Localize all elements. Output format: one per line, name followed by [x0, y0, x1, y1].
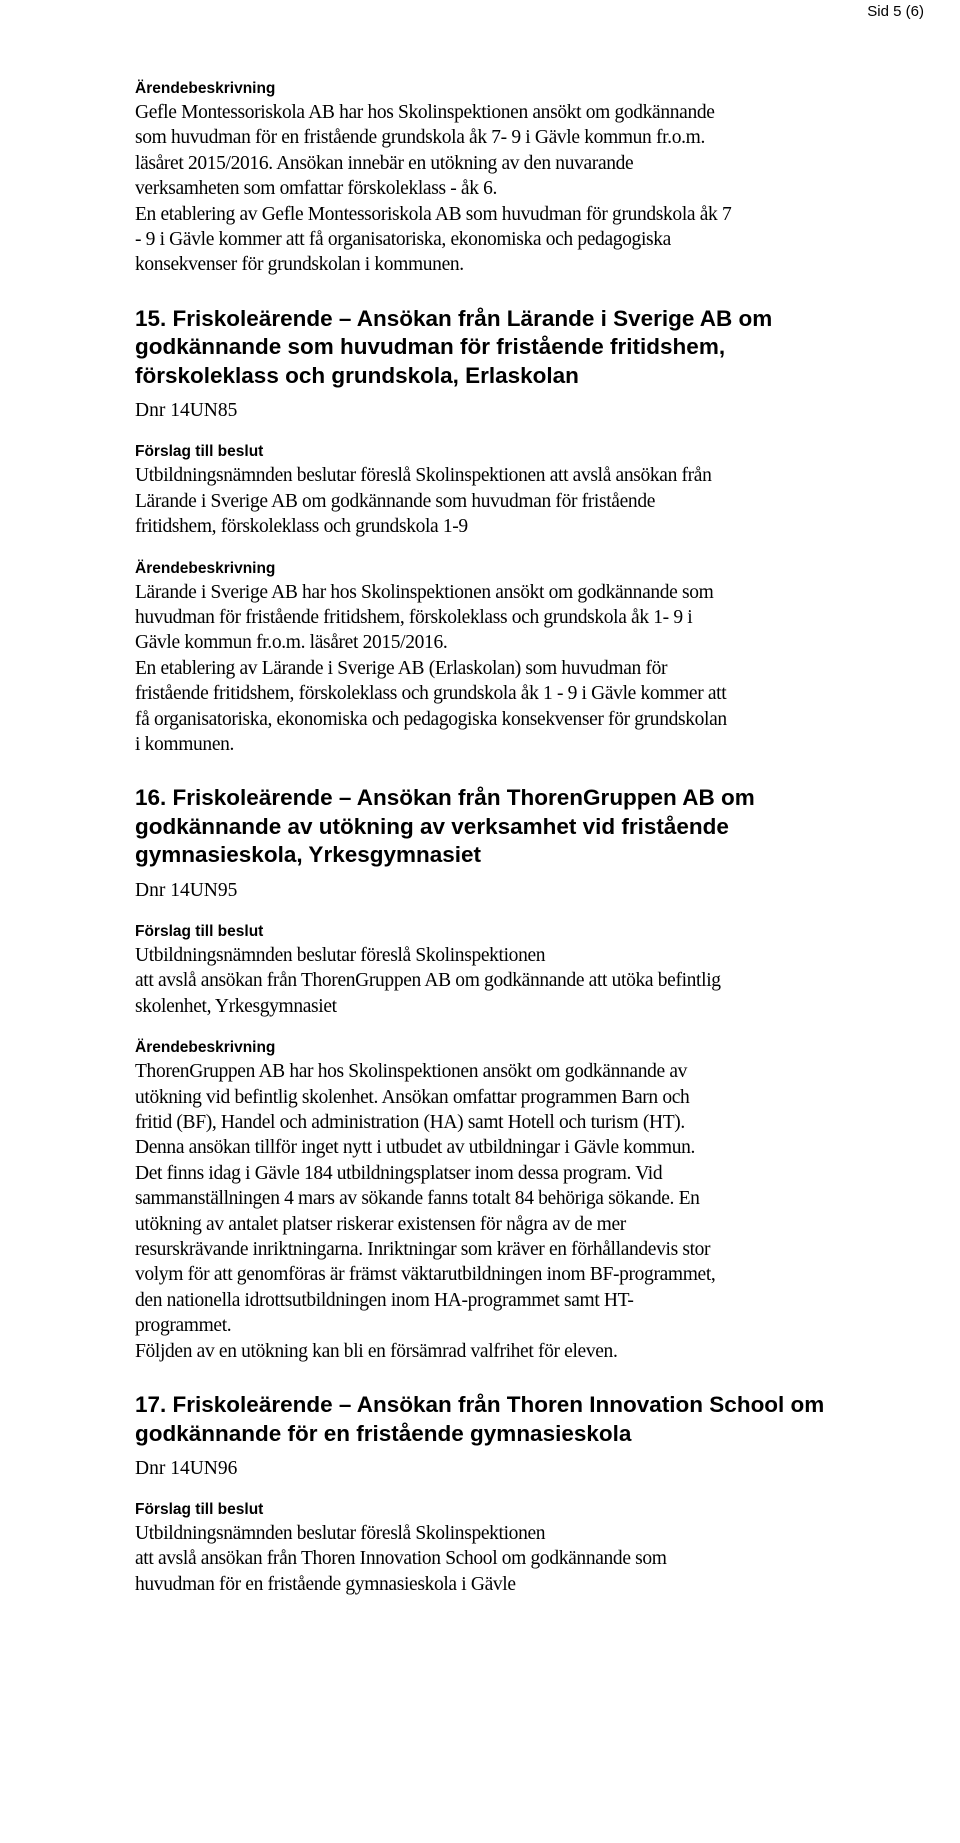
description-text: [135, 580, 935, 758]
text-line: Lärande i Sverige AB har hos Skolinspektionen ansökt om godkännande som: [135, 581, 714, 603]
text-line: verksamheten som omfattar förskoleklass - åk 6.: [135, 178, 498, 200]
item-16-dnr: Dnr 14UN95: [135, 879, 238, 901]
text-line: Gävle kommun fr.o.m. läsåret 2015/2016.: [135, 632, 448, 654]
description-text: [135, 1059, 935, 1364]
text-line: Det finns idag i Gävle 184 utbildningsplatser inom dessa program. Vid: [135, 1162, 663, 1184]
heading-line: godkännande som huvudman för fristående fritidshem,: [135, 334, 726, 360]
item-17-dnr: Dnr 14UN96: [135, 1458, 238, 1479]
text-line: - 9 i Gävle kommer att få organisatoriska, ekonomiska och pedagogiska: [135, 229, 671, 251]
text-line: utökning vid befintlig skolenhet. Ansökan omfattar programmen Barn och: [135, 1086, 690, 1108]
document-body: [135, 78, 935, 1597]
text-line: Lärande i Sverige AB om godkännande som huvudman för fristående: [135, 490, 656, 512]
text-line: få organisatoriska, ekonomiska och pedagogiska konsekvenser för grundskolan: [135, 708, 727, 730]
text-line: En etablering av Gefle Montessoriskola AB som huvudman för grundskola åk 7: [135, 203, 732, 225]
text-line: utökning av antalet platser riskerar existensen för några av de mer: [135, 1213, 626, 1235]
item-16-heading: [135, 784, 935, 870]
text-line: sammanställningen 4 mars av sökande fanns totalt 84 behöriga sökande. En: [135, 1188, 700, 1210]
text-line: volym för att genomföras är främst väktarutbildningen inom BF-programmet,: [135, 1264, 716, 1286]
text-line: Utbildningsnämnden beslutar föreslå Skolinspektionen att avslå ansökan från: [135, 465, 712, 487]
description-text: [135, 100, 935, 278]
text-line: att avslå ansökan från Thoren Innovation School om godkännande som: [135, 1548, 667, 1570]
text-line: skolenhet, Yrkesgymnasiet: [135, 995, 337, 1017]
proposal-text: [135, 463, 935, 539]
item-17-heading: [135, 1391, 935, 1448]
text-line: fristående fritidshem, förskoleklass och grundskola åk 1 - 9 i Gävle kommer att: [135, 683, 727, 705]
text-line: konsekvenser för grundskolan i kommunen.: [135, 254, 464, 276]
item-17-section: [135, 1391, 935, 1597]
heading-line: gymnasieskola, Yrkesgymnasiet: [135, 842, 482, 868]
proposal-label: Förslag till beslut: [135, 922, 264, 940]
description-label: Ärendebeskrivning: [135, 1039, 276, 1057]
text-line: fritid (BF), Handel och administration (HA) samt Hotell och turism (HT).: [135, 1111, 685, 1133]
text-line: Utbildningsnämnden beslutar föreslå Skolinspektionen: [135, 944, 546, 966]
heading-line: 17. Friskoleärende – Ansökan från Thoren Innovation School om: [135, 1392, 825, 1417]
heading-line: godkännande för en fristående gymnasieskola: [135, 1420, 632, 1446]
heading-line: 15. Friskoleärende – Ansökan från Lärande i Sverige AB om: [135, 305, 773, 331]
proposal-label: Förslag till beslut: [135, 443, 264, 461]
text-line: ThorenGruppen AB har hos Skolinspektionen ansökt om godkännande av: [135, 1061, 688, 1083]
item-15-dnr: Dnr 14UN85: [135, 400, 238, 422]
text-line: En etablering av Lärande i Sverige AB (Erlaskolan) som huvudman för: [135, 657, 668, 679]
text-line: Utbildningsnämnden beslutar föreslå Skolinspektionen: [135, 1523, 546, 1544]
proposal-label: Förslag till beslut: [135, 1501, 264, 1518]
text-line: Följden av en utökning kan bli en försämrad valfrihet för eleven.: [135, 1340, 618, 1362]
text-line: huvudman för en fristående gymnasieskola i Gävle: [135, 1573, 516, 1595]
text-line: programmet.: [135, 1315, 232, 1337]
page-number: Sid 5 (6): [867, 3, 924, 20]
text-line: Gefle Montessoriskola AB har hos Skolinspektionen ansökt om godkännande: [135, 102, 715, 123]
item-15-heading: [135, 305, 935, 391]
heading-line: godkännande av utökning av verksamhet vid fristående: [135, 813, 729, 839]
item-16-section: [135, 784, 935, 1364]
description-label: Ärendebeskrivning: [135, 559, 276, 577]
text-line: huvudman för fristående fritidshem, förskoleklass och grundskola åk 1- 9 i: [135, 606, 693, 628]
text-line: läsåret 2015/2016. Ansökan innebär en utökning av den nuvarande: [135, 152, 634, 174]
text-line: fritidshem, förskoleklass och grundskola 1-9: [135, 516, 468, 538]
text-line: i kommunen.: [135, 734, 235, 755]
text-line: att avslå ansökan från ThorenGruppen AB om godkännande att utöka befintlig: [135, 970, 721, 992]
item-15-section: [135, 305, 935, 758]
text-line: resurskrävande inriktningarna. Inriktningar som kräver en förhållandevis stor: [135, 1238, 711, 1260]
proposal-text: [135, 1521, 935, 1597]
text-line: den nationella idrottsutbildningen inom HA-programmet samt HT-: [135, 1289, 634, 1311]
heading-line: 16. Friskoleärende – Ansökan från ThorenGruppen AB om: [135, 785, 755, 811]
text-line: som huvudman för en fristående grundskola åk 7- 9 i Gävle kommun fr.o.m.: [135, 127, 705, 149]
proposal-text: [135, 943, 935, 1019]
heading-line: förskoleklass och grundskola, Erlaskolan: [135, 362, 579, 388]
description-label: Ärendebeskrivning: [135, 80, 276, 97]
text-line: Denna ansökan tillför inget nytt i utbudet av utbildningar i Gävle kommun.: [135, 1137, 696, 1159]
intro-section: [135, 78, 935, 278]
